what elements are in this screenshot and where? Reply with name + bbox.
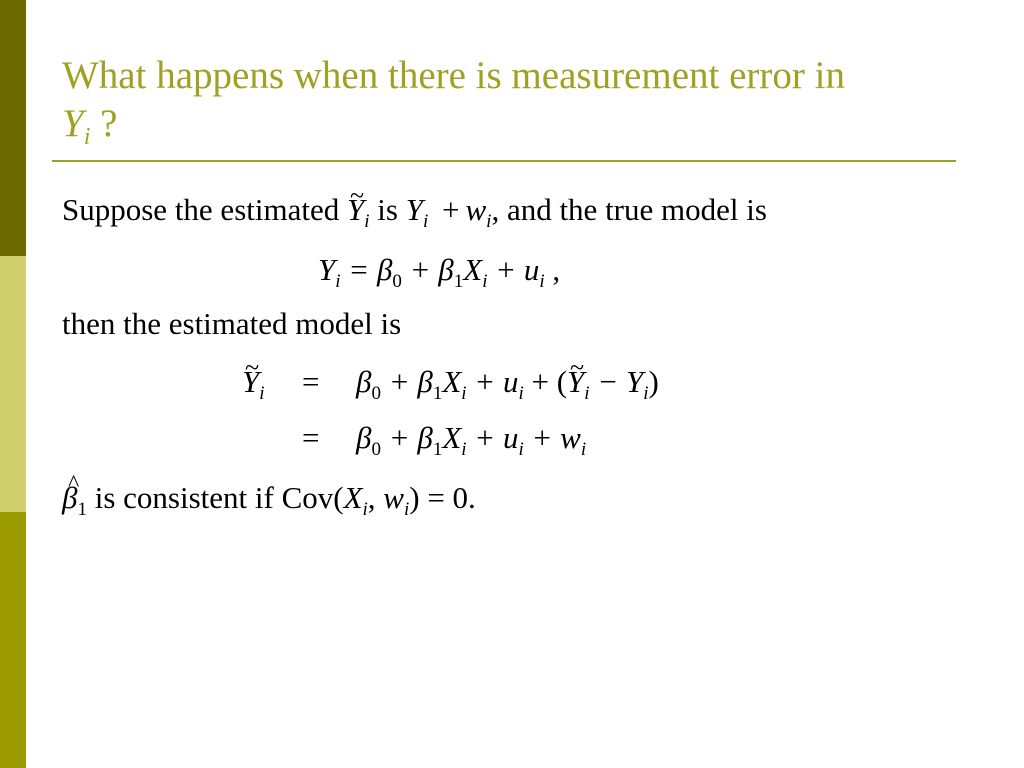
cov-w-sub: i xyxy=(403,499,410,520)
em1-y-sub: i xyxy=(643,383,649,404)
true-model-equation xyxy=(318,250,560,290)
plus-sign: + xyxy=(441,192,460,227)
line1-pre: Suppose the estimated xyxy=(62,192,347,227)
tm-lhs-sub: i xyxy=(335,271,341,292)
cov-comma: , xyxy=(367,480,384,515)
em1-b0: 0 xyxy=(371,383,381,404)
est-model-rhs-2 xyxy=(356,418,586,458)
em1-lhs: ~ Y xyxy=(242,362,259,402)
em1-lhs-sub: i xyxy=(259,383,265,404)
cov-x: X xyxy=(343,480,363,515)
side-bar-bottom xyxy=(0,512,26,768)
line3-text: is consistent if xyxy=(94,480,282,515)
cov-x-sub: i xyxy=(362,499,368,520)
em1-yt: ~ Y xyxy=(567,362,584,402)
line1-post: , and the true model is xyxy=(491,192,767,227)
title-text: What happens when there is measurement error in xyxy=(62,54,845,97)
em2-w-sub: i xyxy=(580,439,587,460)
tm-end: , xyxy=(544,252,561,287)
side-bar-top xyxy=(0,0,26,256)
tm-rhs: = β xyxy=(348,252,393,287)
em1-b: + β xyxy=(388,364,433,399)
em2-d: + w xyxy=(531,420,581,455)
em1-a: β xyxy=(356,364,372,399)
cov-w: w xyxy=(383,480,404,515)
y-tilde: ~ Y xyxy=(347,190,364,230)
em2-x-sub: i xyxy=(461,439,467,460)
em1-d: + ( xyxy=(531,364,568,399)
title-end: ? xyxy=(90,102,118,145)
em2-c: + u xyxy=(474,420,519,455)
beta-hat-sub: 1 xyxy=(77,499,87,520)
est-model-line-1 xyxy=(242,362,265,402)
title-var-sub: i xyxy=(83,124,91,150)
em2-b1: 1 xyxy=(432,439,443,460)
y-tilde-sub: i xyxy=(364,211,370,232)
body-line-1 xyxy=(62,190,767,230)
y-var-sub: i xyxy=(422,211,429,232)
tm-plus1: + β xyxy=(409,252,454,287)
tm-u-sub: i xyxy=(539,271,545,292)
tm-lhs: Y xyxy=(318,252,336,287)
em2-u-sub: i xyxy=(518,439,524,460)
em1-f: ) xyxy=(648,364,659,399)
em1-x-sub: i xyxy=(461,383,467,404)
tm-x: X xyxy=(463,252,483,287)
w-var: w xyxy=(465,192,487,227)
est-model-eq-1: = xyxy=(302,364,320,399)
w-var-sub: i xyxy=(486,211,492,232)
cov-end: ) = 0. xyxy=(409,480,476,515)
y-var: Y xyxy=(405,192,423,227)
slide-title xyxy=(62,52,982,148)
side-bar-middle xyxy=(0,256,26,512)
em1-x: X xyxy=(442,364,462,399)
cov-open: Cov( xyxy=(281,480,344,515)
em1-c: + u xyxy=(474,364,519,399)
title-var: Y xyxy=(62,102,84,145)
est-model-eq-2: = xyxy=(302,420,320,455)
tm-b1-sub: 1 xyxy=(453,271,464,292)
tm-plus2: + u xyxy=(495,252,540,287)
em1-e: − Y xyxy=(597,364,644,399)
em2-b: + β xyxy=(388,420,433,455)
em1-b1: 1 xyxy=(432,383,443,404)
title-divider xyxy=(52,160,956,162)
tm-b0-sub: 0 xyxy=(392,271,402,292)
tm-x-sub: i xyxy=(482,271,488,292)
em2-b0: 0 xyxy=(371,439,381,460)
body-line-2: then the estimated model is xyxy=(62,306,402,341)
beta-hat: ^ β xyxy=(62,478,77,518)
body-line-3 xyxy=(62,478,476,518)
est-model-rhs-1 xyxy=(356,362,659,402)
line1-mid: is xyxy=(377,192,406,227)
em2-x: X xyxy=(442,420,462,455)
em1-yt-sub: i xyxy=(584,383,590,404)
em2-a: β xyxy=(356,420,372,455)
em1-u-sub: i xyxy=(518,383,524,404)
